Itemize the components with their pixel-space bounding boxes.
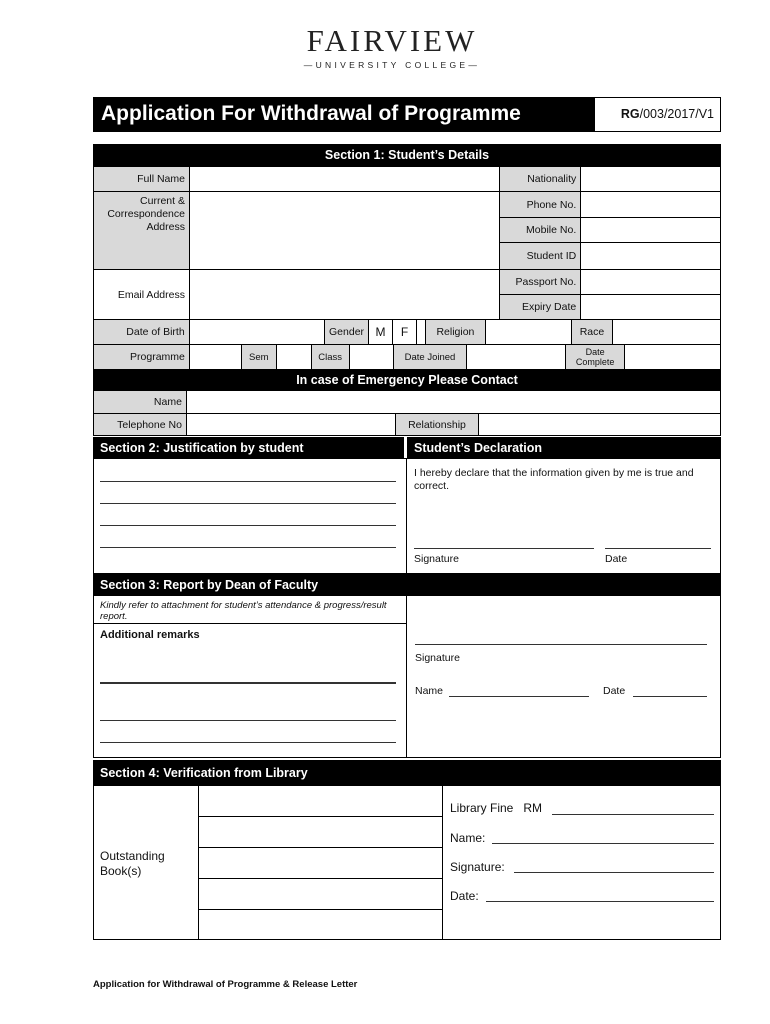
- justification-line-4: [100, 547, 396, 548]
- remarks-line-3[interactable]: [100, 742, 396, 743]
- library-signature-label: Signature:: [450, 860, 505, 874]
- university-logo: [272, 23, 512, 72]
- nationality-field[interactable]: [581, 167, 721, 192]
- emergency-name-label: Name: [94, 391, 187, 414]
- email-label: Email Address: [94, 270, 190, 320]
- class-field[interactable]: [349, 345, 393, 370]
- footer-text: Application for Withdrawal of Programme & Release Letter: [93, 979, 358, 990]
- library-divider-left: [198, 786, 199, 939]
- date-complete-label: Date Complete: [566, 345, 625, 370]
- emergency-name-field[interactable]: [186, 391, 720, 414]
- email-field[interactable]: [189, 270, 499, 320]
- declaration-box: [406, 458, 721, 574]
- telephone-label: Telephone No: [94, 414, 187, 436]
- sem-field[interactable]: [276, 345, 311, 370]
- relationship-label: Relationship: [395, 414, 479, 436]
- race-field[interactable]: [613, 320, 721, 345]
- justification-line-2: [100, 503, 396, 504]
- title-box: [93, 97, 721, 132]
- dob-field[interactable]: [189, 320, 324, 345]
- declaration-date-label: Date: [605, 553, 628, 565]
- dob-label: Date of Birth: [94, 320, 190, 345]
- section3-header: Section 3: Report by Dean of Faculty: [93, 574, 721, 595]
- dean-note: Kindly refer to attachment for student’s attendance & progress/result report.: [100, 600, 387, 622]
- library-date-line[interactable]: [486, 901, 714, 902]
- mobile-label: Mobile No.: [500, 218, 581, 243]
- passport-field[interactable]: [581, 270, 721, 295]
- book-row-3: [199, 878, 442, 879]
- library-signature-line[interactable]: [514, 872, 714, 873]
- declaration-date-line[interactable]: [605, 548, 711, 549]
- religion-label: Religion: [425, 320, 485, 345]
- declaration-signature-line[interactable]: [414, 548, 594, 549]
- section1-header: Section 1: Student’s Details: [93, 144, 721, 166]
- gender-m-option[interactable]: M: [369, 320, 393, 345]
- remarks-line-1[interactable]: [100, 682, 396, 684]
- library-fine-line[interactable]: [552, 814, 714, 815]
- book-row-1: [199, 816, 442, 817]
- mobile-field[interactable]: [581, 218, 721, 243]
- emergency-header: In case of Emergency Please Contact: [93, 369, 721, 390]
- telephone-field[interactable]: [186, 414, 395, 436]
- programme-label: Programme: [94, 345, 190, 370]
- nationality-label: Nationality: [500, 167, 581, 192]
- dean-divider: [94, 623, 407, 624]
- additional-remarks-label: Additional remarks: [100, 629, 200, 641]
- library-date-label: Date:: [450, 889, 479, 903]
- student-details-table: [93, 166, 721, 320]
- justification-box[interactable]: [93, 458, 407, 574]
- outstanding-books-label: Outstanding Book(s): [100, 849, 165, 878]
- sem-label: Sem: [241, 345, 276, 370]
- date-joined-label: Date Joined: [393, 345, 467, 370]
- emergency-table: [93, 390, 721, 436]
- gender-label: Gender: [325, 320, 369, 345]
- dean-signature-line[interactable]: [415, 644, 707, 645]
- class-label: Class: [311, 345, 349, 370]
- passport-label: Passport No.: [500, 270, 581, 295]
- date-complete-field[interactable]: [625, 345, 721, 370]
- student-id-field[interactable]: [581, 243, 721, 270]
- dean-remarks-box: [93, 595, 407, 758]
- gender-f-option[interactable]: F: [393, 320, 417, 345]
- address-label: Current & Correspondence Address: [94, 192, 190, 270]
- dob-row: [93, 319, 721, 345]
- declaration-signature-label: Signature: [414, 553, 459, 565]
- dean-date-line[interactable]: [633, 696, 707, 697]
- declaration-text: I hereby declare that the information given by me is true and correct.: [414, 467, 694, 492]
- logo-word: FAIRVIEW: [306, 23, 478, 58]
- form-code: RG/003/2017/V1: [594, 98, 720, 131]
- programme-row: [93, 344, 721, 370]
- book-row-2: [199, 847, 442, 848]
- library-name-line[interactable]: [492, 843, 714, 844]
- address-field[interactable]: [189, 192, 499, 270]
- library-divider-right: [442, 786, 443, 939]
- book-row-4: [199, 909, 442, 910]
- declaration-header: Student’s Declaration: [407, 437, 721, 458]
- library-name-label: Name:: [450, 831, 486, 845]
- gender-spacer: [416, 320, 425, 345]
- justification-line-3: [100, 525, 396, 526]
- expiry-field[interactable]: [581, 295, 721, 320]
- programme-field[interactable]: [189, 345, 241, 370]
- library-box: [93, 785, 721, 940]
- justification-line-1: [100, 481, 396, 482]
- religion-field[interactable]: [485, 320, 571, 345]
- remarks-line-2[interactable]: [100, 720, 396, 721]
- date-joined-field[interactable]: [467, 345, 566, 370]
- student-id-label: Student ID: [500, 243, 581, 270]
- phone-field[interactable]: [581, 192, 721, 218]
- phone-label: Phone No.: [500, 192, 581, 218]
- full-name-label: Full Name: [94, 167, 190, 192]
- full-name-field[interactable]: [189, 167, 499, 192]
- expiry-label: Expiry Date: [500, 295, 581, 320]
- library-fine-label: Library Fine RM: [450, 801, 543, 815]
- page-title: Application For Withdrawal of Programme: [94, 98, 594, 131]
- dean-name-label: Name: [415, 685, 444, 697]
- section2-header: Section 2: Justification by student: [93, 437, 404, 458]
- race-label: Race: [571, 320, 613, 345]
- dean-signature-label: Signature: [415, 652, 460, 664]
- dean-signature-box: [406, 595, 721, 758]
- dean-name-line[interactable]: [449, 696, 589, 697]
- logo-subtitle: —UNIVERSITY COLLEGE—: [303, 60, 481, 70]
- dean-date-label: Date: [603, 685, 626, 697]
- section4-header: Section 4: Verification from Library: [93, 760, 721, 785]
- relationship-field[interactable]: [479, 414, 721, 436]
